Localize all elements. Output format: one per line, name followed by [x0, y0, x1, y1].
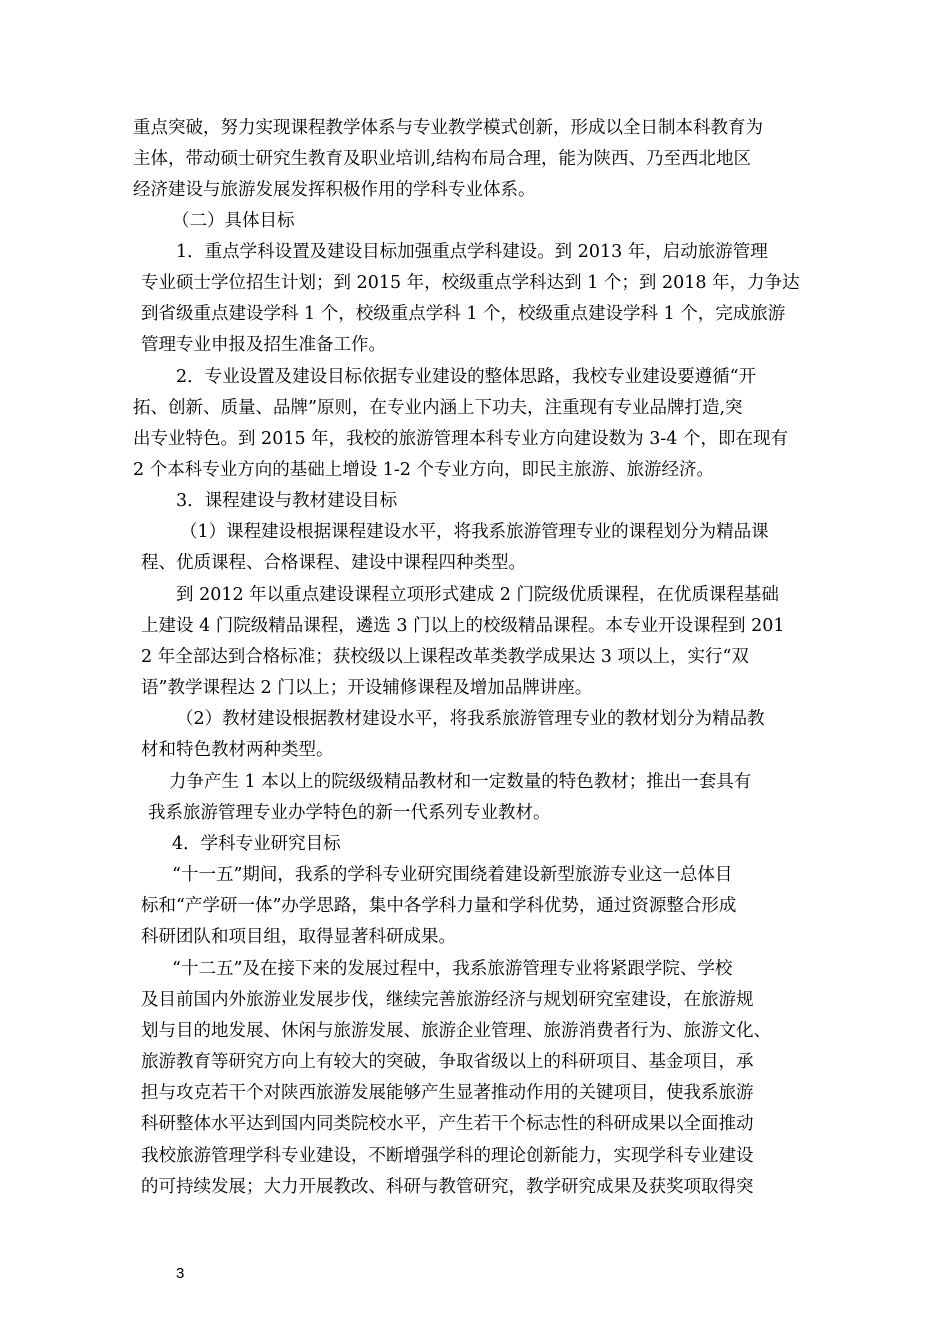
text-line: 力争产生 1 本以上的院级级精品教材和一定数量的特色教材；推出一套具有	[169, 772, 752, 792]
page-number: 3	[176, 1265, 185, 1282]
text-line: 专业硕士学位招生计划；到 2015 年，校级重点学科达到 1 个；到 2018 年，力争达	[141, 273, 800, 293]
text-line: 科研团队和项目组，取得显著科研成果。	[141, 927, 456, 947]
text-line: 1．重点学科设置及建设目标加强重点学科建设。到 2013 年，启动旅游管理	[176, 242, 768, 262]
text-line: 主体，带动硕士研究生教育及职业培训,结构布局合理，能为陕西、乃至西北地区	[133, 149, 752, 169]
text-line: 管理专业申报及招生准备工作。	[141, 335, 386, 355]
text-line: 旅游教育等研究方向上有较大的突破，争取省级以上的科研项目、基金项目，承	[141, 1052, 754, 1072]
text-line: 2 个本科专业方向的基础上增设 1-2 个专业方向，即民主旅游、旅游经济。	[133, 460, 715, 480]
text-line: 到省级重点建设学科 1 个，校级重点学科 1 个，校级重点建设学科 1 个，完成旅游	[141, 304, 786, 324]
text-line: 语”教学课程达 2 门以上；开设辅修课程及增加品牌讲座。	[141, 678, 593, 698]
text-line: 拓、创新、质量、品牌”原则，在专业内涵上下功夫，注重现有专业品牌打造,突	[133, 398, 743, 418]
text-line: 划与目的地发展、休闲与旅游发展、旅游企业管理、旅游消费者行为、旅游文化、	[141, 1021, 771, 1041]
text-line: 上建设 4 门院级精品课程，遴选 3 门以上的校级精品课程。本专业开设课程到 201	[141, 616, 785, 636]
text-line: 到 2012 年以重点建设课程立项形式建成 2 门院级优质课程，在优质课程基础	[176, 585, 779, 605]
text-line: 的可持续发展；大力开展教改、科研与教管研究，教学研究成果及获奖项取得突	[141, 1177, 754, 1197]
text-line: “十一五”期间，我系的学科专业研究围绕着建设新型旅游专业这一总体目	[172, 865, 733, 885]
section-heading: 4．学科专业研究目标	[172, 834, 341, 854]
text-line: “十二五”及在接下来的发展过程中，我系旅游管理专业将紧跟学院、学校	[172, 959, 733, 979]
text-line: 程、优质课程、合格课程、建设中课程四种类型。	[141, 553, 526, 573]
text-line: （2）教材建设根据教材建设水平，将我系旅游管理专业的教材划分为精品教	[176, 709, 765, 729]
text-line: 经济建设与旅游发展发挥积极作用的学科专业体系。	[133, 180, 536, 200]
text-line: 2 年全部达到合格标准；获校级以上课程改革类教学成果达 3 项以上，实行“双	[141, 647, 749, 667]
text-line: 科研整体水平达到国内同类院校水平，产生若干个标志性的科研成果以全面推动	[141, 1114, 754, 1134]
section-heading: 3．课程建设与教材建设目标	[176, 491, 398, 511]
text-line: （1）课程建设根据课程建设水平，将我系旅游管理专业的课程划分为精品课	[180, 522, 769, 542]
section-heading: （二）具体目标	[172, 211, 295, 231]
text-line: 我系旅游管理专业办学特色的新一代系列专业教材。	[148, 803, 551, 823]
text-line: 出专业特色。到 2015 年，我校的旅游管理本科专业方向建设数为 3-4 个，即在现有	[133, 429, 788, 449]
text-line: 及目前国内外旅游业发展步伐，继续完善旅游经济与规划研究室建设，在旅游规	[141, 990, 754, 1010]
text-line: 标和“产学研一体”办学思路，集中各学科力量和学科优势，通过资源整合形成	[141, 896, 737, 916]
text-line: 2．专业设置及建设目标依据专业建设的整体思路，我校专业建设要遵循“开	[176, 367, 757, 387]
text-line: 担与攻克若干个对陕西旅游发展能够产生显著推动作用的关键项目，使我系旅游	[141, 1083, 754, 1103]
text-line: 材和特色教材两种类型。	[141, 740, 334, 760]
text-line: 重点突破，努力实现课程教学体系与专业教学模式创新，形成以全日制本科教育为	[133, 118, 763, 138]
text-line: 我校旅游管理学科专业建设，不断增强学科的理论创新能力，实现学科专业建设	[141, 1146, 754, 1166]
